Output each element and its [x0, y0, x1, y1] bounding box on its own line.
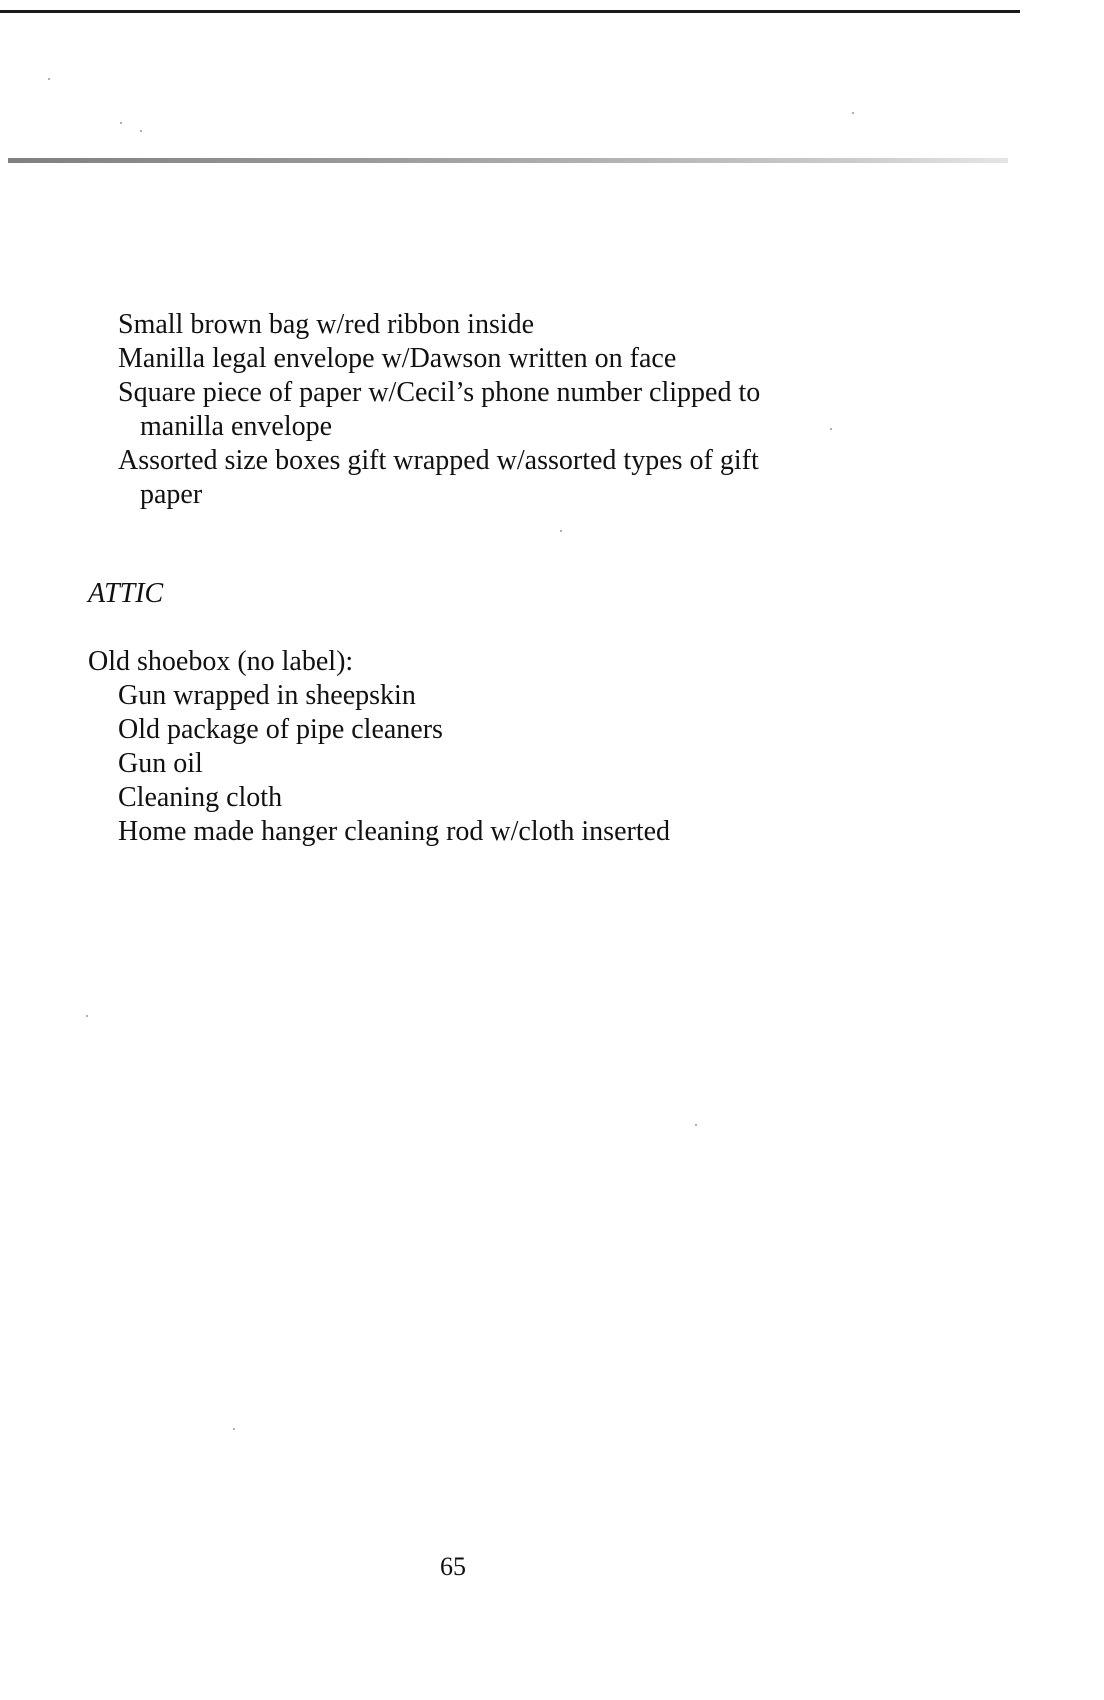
scan-speck	[233, 1428, 235, 1430]
list-item-continuation: manilla envelope	[140, 411, 333, 442]
list-item: Manilla legal envelope w/Dawson written on face	[118, 343, 677, 374]
header-scan-line	[8, 158, 1008, 163]
scan-speck	[140, 130, 142, 132]
list-item: Assorted size boxes gift wrapped w/assorted types of gift	[118, 445, 759, 476]
list-item: Old package of pipe cleaners	[118, 714, 443, 745]
box-title: Old shoebox (no label):	[88, 646, 354, 677]
scan-speck	[48, 78, 50, 80]
section-heading: ATTIC	[88, 578, 164, 609]
list-item: Cleaning cloth	[118, 782, 283, 813]
list-item-continuation: paper	[140, 479, 203, 510]
scan-speck	[560, 530, 562, 532]
list-item: Square piece of paper w/Cecil’s phone number clipped to	[118, 377, 761, 408]
scan-speck	[852, 112, 854, 114]
scan-speck	[830, 428, 832, 430]
list-item: Gun oil	[118, 748, 203, 779]
list-item: Gun wrapped in sheepskin	[118, 680, 416, 711]
list-item: Home made hanger cleaning rod w/cloth inserted	[118, 816, 671, 847]
scan-speck	[695, 1124, 697, 1126]
scan-speck	[86, 1015, 88, 1017]
top-rule	[0, 10, 1020, 13]
page-number: 65	[440, 1552, 466, 1581]
scan-speck	[120, 122, 122, 124]
list-item: Small brown bag w/red ribbon inside	[118, 309, 535, 340]
